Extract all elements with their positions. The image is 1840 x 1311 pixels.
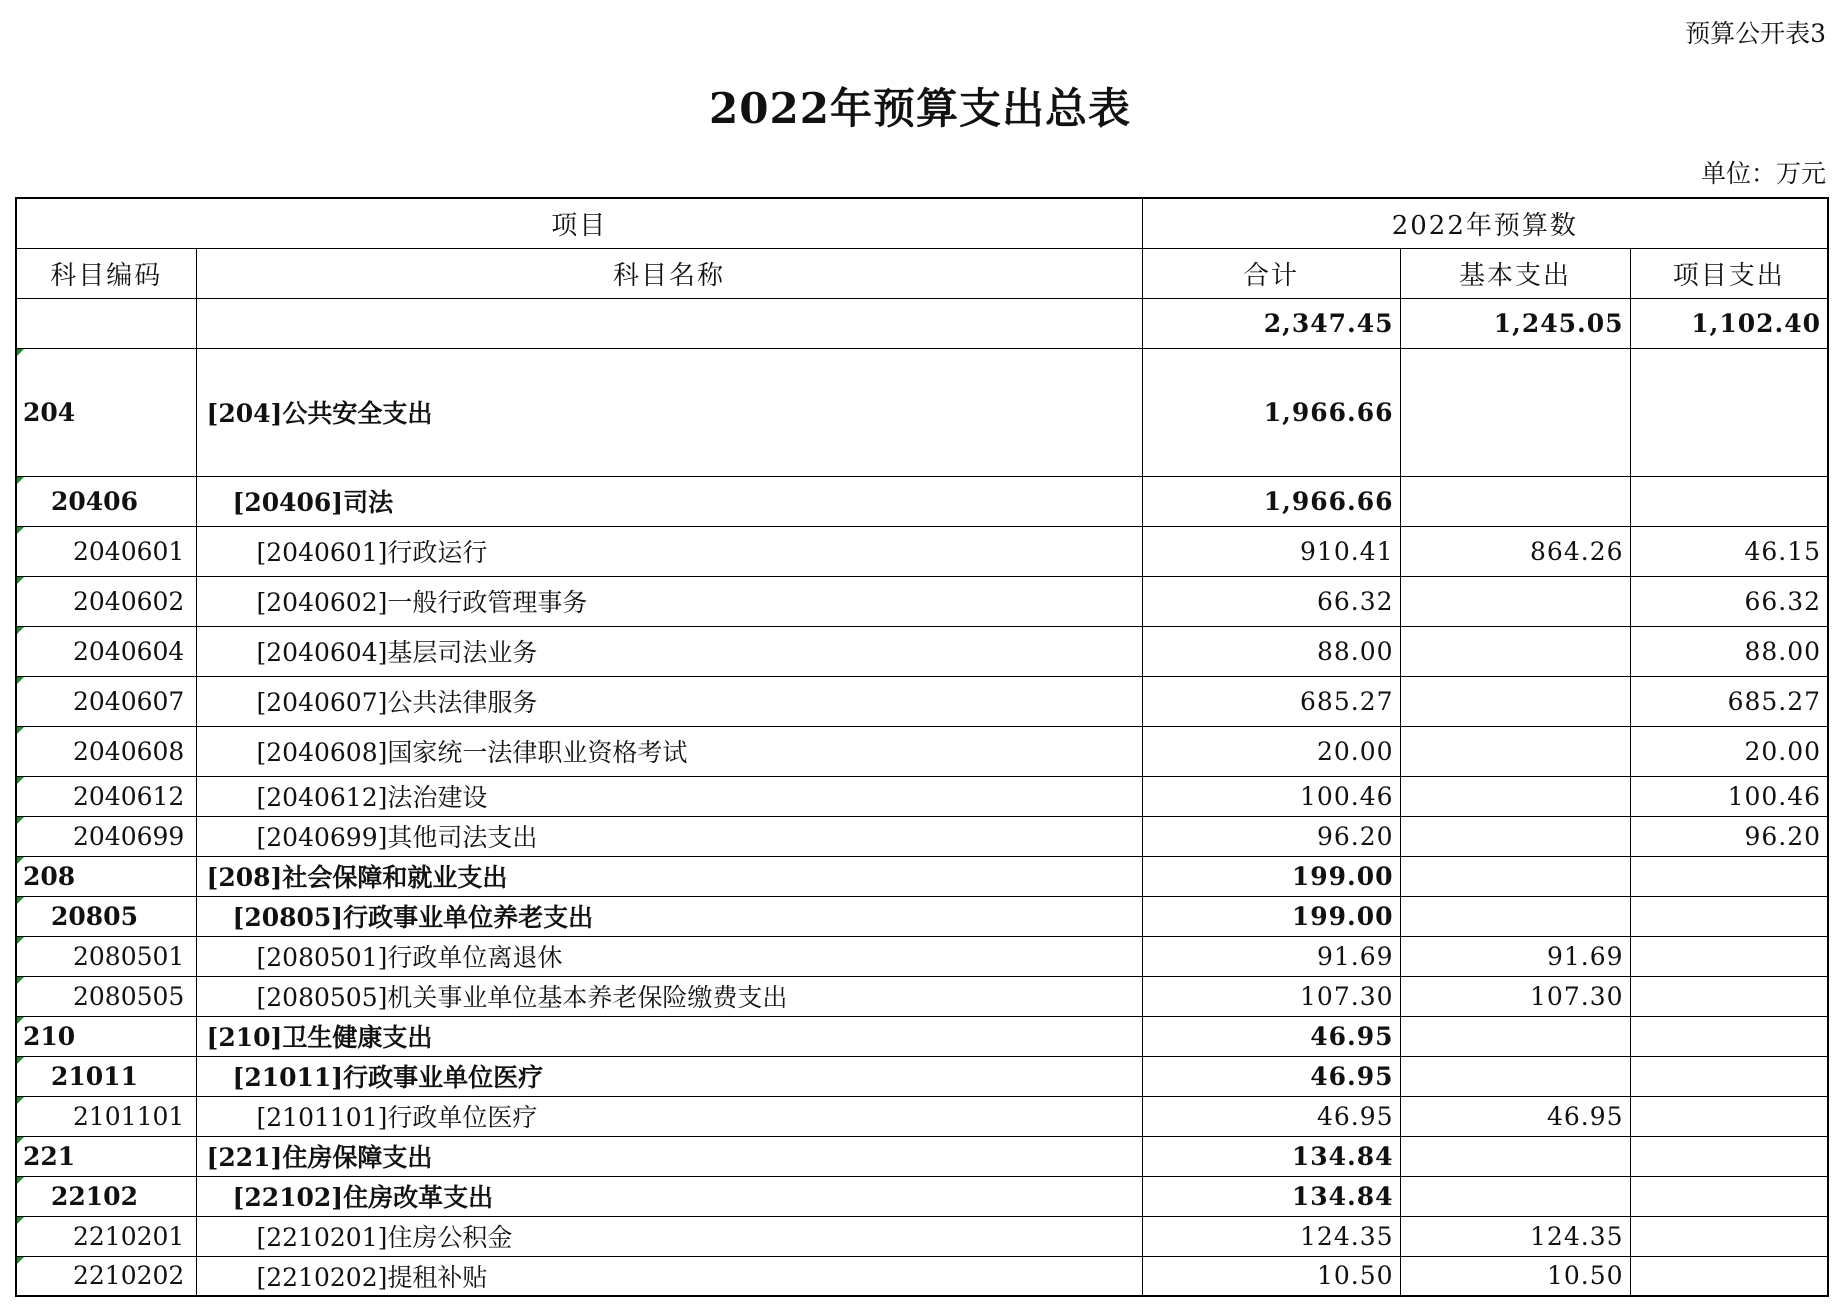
row-project: 20.00 — [1630, 726, 1828, 776]
row-name: [22102]住房改革支出 — [196, 1176, 1142, 1216]
row-total: 199.00 — [1142, 896, 1400, 936]
row-name: [221]住房保障支出 — [196, 1136, 1142, 1176]
table-row — [16, 776, 1828, 816]
row-name: [2040607]公共法律服务 — [196, 676, 1142, 726]
row-project: 685.27 — [1630, 676, 1828, 726]
row-project — [1630, 1176, 1828, 1216]
row-code: 210 — [16, 1016, 196, 1056]
row-code: 2040699 — [16, 816, 196, 856]
row-code: 21011 — [16, 1056, 196, 1096]
row-name: [2040612]法治建设 — [196, 776, 1142, 816]
row-project: 46.15 — [1630, 526, 1828, 576]
table-row — [16, 1176, 1828, 1216]
table-row — [16, 936, 1828, 976]
table-row — [16, 626, 1828, 676]
row-basic — [1400, 896, 1630, 936]
table-row — [16, 476, 1828, 526]
header-name: 科目名称 — [196, 248, 1142, 298]
row-total: 107.30 — [1142, 976, 1400, 1016]
row-name: [20406]司法 — [196, 476, 1142, 526]
row-project — [1630, 1056, 1828, 1096]
table-row — [16, 856, 1828, 896]
row-project: 66.32 — [1630, 576, 1828, 626]
row-total: 100.46 — [1142, 776, 1400, 816]
row-total: 66.32 — [1142, 576, 1400, 626]
row-total: 134.84 — [1142, 1176, 1400, 1216]
table-row — [16, 726, 1828, 776]
row-total: 20.00 — [1142, 726, 1400, 776]
row-name: [2080501]行政单位离退休 — [196, 936, 1142, 976]
row-name: [2210201]住房公积金 — [196, 1216, 1142, 1256]
row-basic — [1400, 1136, 1630, 1176]
table-row — [16, 1096, 1828, 1136]
row-code: 2040604 — [16, 626, 196, 676]
total-project: 1,102.40 — [1630, 298, 1828, 348]
row-basic — [1400, 776, 1630, 816]
row-code: 2210202 — [16, 1256, 196, 1296]
row-total: 1,966.66 — [1142, 348, 1400, 476]
row-total: 96.20 — [1142, 816, 1400, 856]
row-total: 685.27 — [1142, 676, 1400, 726]
row-basic — [1400, 816, 1630, 856]
row-basic: 864.26 — [1400, 526, 1630, 576]
row-basic: 10.50 — [1400, 1256, 1630, 1296]
row-name: [210]卫生健康支出 — [196, 1016, 1142, 1056]
table-row — [16, 896, 1828, 936]
row-name: [2101101]行政单位医疗 — [196, 1096, 1142, 1136]
row-total: 910.41 — [1142, 526, 1400, 576]
table-row — [16, 1136, 1828, 1176]
total-code — [16, 298, 196, 348]
row-total: 1,966.66 — [1142, 476, 1400, 526]
unit-label: 单位：万元 — [1700, 159, 1826, 188]
row-project — [1630, 896, 1828, 936]
row-project — [1630, 1136, 1828, 1176]
row-total: 199.00 — [1142, 856, 1400, 896]
row-basic — [1400, 348, 1630, 476]
header-total: 合计 — [1142, 248, 1400, 298]
row-total: 46.95 — [1142, 1056, 1400, 1096]
row-basic — [1400, 626, 1630, 676]
row-basic: 107.30 — [1400, 976, 1630, 1016]
row-project — [1630, 856, 1828, 896]
row-code: 22102 — [16, 1176, 196, 1216]
row-project — [1630, 476, 1828, 526]
table-row — [16, 976, 1828, 1016]
row-code: 2101101 — [16, 1096, 196, 1136]
row-project — [1630, 936, 1828, 976]
row-code: 2080501 — [16, 936, 196, 976]
total-basic: 1,245.05 — [1400, 298, 1630, 348]
row-name: [204]公共安全支出 — [196, 348, 1142, 476]
table-row — [16, 1256, 1828, 1296]
row-total: 124.35 — [1142, 1216, 1400, 1256]
row-total: 134.84 — [1142, 1136, 1400, 1176]
row-name: [2040699]其他司法支出 — [196, 816, 1142, 856]
header-code: 科目编码 — [16, 248, 196, 298]
total-sum: 2,347.45 — [1142, 298, 1400, 348]
row-basic — [1400, 476, 1630, 526]
row-total: 91.69 — [1142, 936, 1400, 976]
row-basic — [1400, 856, 1630, 896]
row-total: 46.95 — [1142, 1096, 1400, 1136]
table-row — [16, 1056, 1828, 1096]
row-code: 2040601 — [16, 526, 196, 576]
table-row — [16, 676, 1828, 726]
table-row — [16, 816, 1828, 856]
row-project — [1630, 1256, 1828, 1296]
row-name: [2210202]提租补贴 — [196, 1256, 1142, 1296]
budget-table — [15, 197, 1829, 1297]
row-project: 88.00 — [1630, 626, 1828, 676]
row-basic: 46.95 — [1400, 1096, 1630, 1136]
row-name: [21011]行政事业单位医疗 — [196, 1056, 1142, 1096]
row-basic — [1400, 1176, 1630, 1216]
row-code: 204 — [16, 348, 196, 476]
total-name — [196, 298, 1142, 348]
row-code: 208 — [16, 856, 196, 896]
table-row — [16, 576, 1828, 626]
row-project — [1630, 348, 1828, 476]
row-basic: 91.69 — [1400, 936, 1630, 976]
table-row — [16, 526, 1828, 576]
header-row-2 — [16, 248, 1828, 298]
row-code: 2080505 — [16, 976, 196, 1016]
row-project: 100.46 — [1630, 776, 1828, 816]
row-project — [1630, 1096, 1828, 1136]
row-code: 2040612 — [16, 776, 196, 816]
form-code: 预算公开表3 — [1685, 19, 1826, 48]
row-name: [2040602]一般行政管理事务 — [196, 576, 1142, 626]
row-total: 88.00 — [1142, 626, 1400, 676]
row-code: 20805 — [16, 896, 196, 936]
row-name: [20805]行政事业单位养老支出 — [196, 896, 1142, 936]
row-basic: 124.35 — [1400, 1216, 1630, 1256]
row-total: 10.50 — [1142, 1256, 1400, 1296]
row-total: 46.95 — [1142, 1016, 1400, 1056]
table-row — [16, 1216, 1828, 1256]
row-project: 96.20 — [1630, 816, 1828, 856]
header-project: 项目 — [16, 198, 1142, 248]
table-row — [16, 348, 1828, 476]
header-row-1 — [16, 198, 1828, 248]
row-name: [2040604]基层司法业务 — [196, 626, 1142, 676]
row-name: [208]社会保障和就业支出 — [196, 856, 1142, 896]
header-project-exp: 项目支出 — [1630, 248, 1828, 298]
page-title: 2022年预算支出总表 — [709, 84, 1131, 133]
row-basic — [1400, 1056, 1630, 1096]
row-name: [2080505]机关事业单位基本养老保险缴费支出 — [196, 976, 1142, 1016]
total-row — [16, 298, 1828, 348]
row-project — [1630, 1216, 1828, 1256]
row-code: 2040602 — [16, 576, 196, 626]
table-row — [16, 1016, 1828, 1056]
row-basic — [1400, 1016, 1630, 1056]
row-name: [2040601]行政运行 — [196, 526, 1142, 576]
row-basic — [1400, 676, 1630, 726]
row-project — [1630, 976, 1828, 1016]
row-code: 2040608 — [16, 726, 196, 776]
row-code: 20406 — [16, 476, 196, 526]
header-basic: 基本支出 — [1400, 248, 1630, 298]
row-name: [2040608]国家统一法律职业资格考试 — [196, 726, 1142, 776]
row-code: 2210201 — [16, 1216, 196, 1256]
row-code: 221 — [16, 1136, 196, 1176]
row-basic — [1400, 726, 1630, 776]
row-basic — [1400, 576, 1630, 626]
row-project — [1630, 1016, 1828, 1056]
row-code: 2040607 — [16, 676, 196, 726]
header-budget-year: 2022年预算数 — [1142, 198, 1828, 248]
